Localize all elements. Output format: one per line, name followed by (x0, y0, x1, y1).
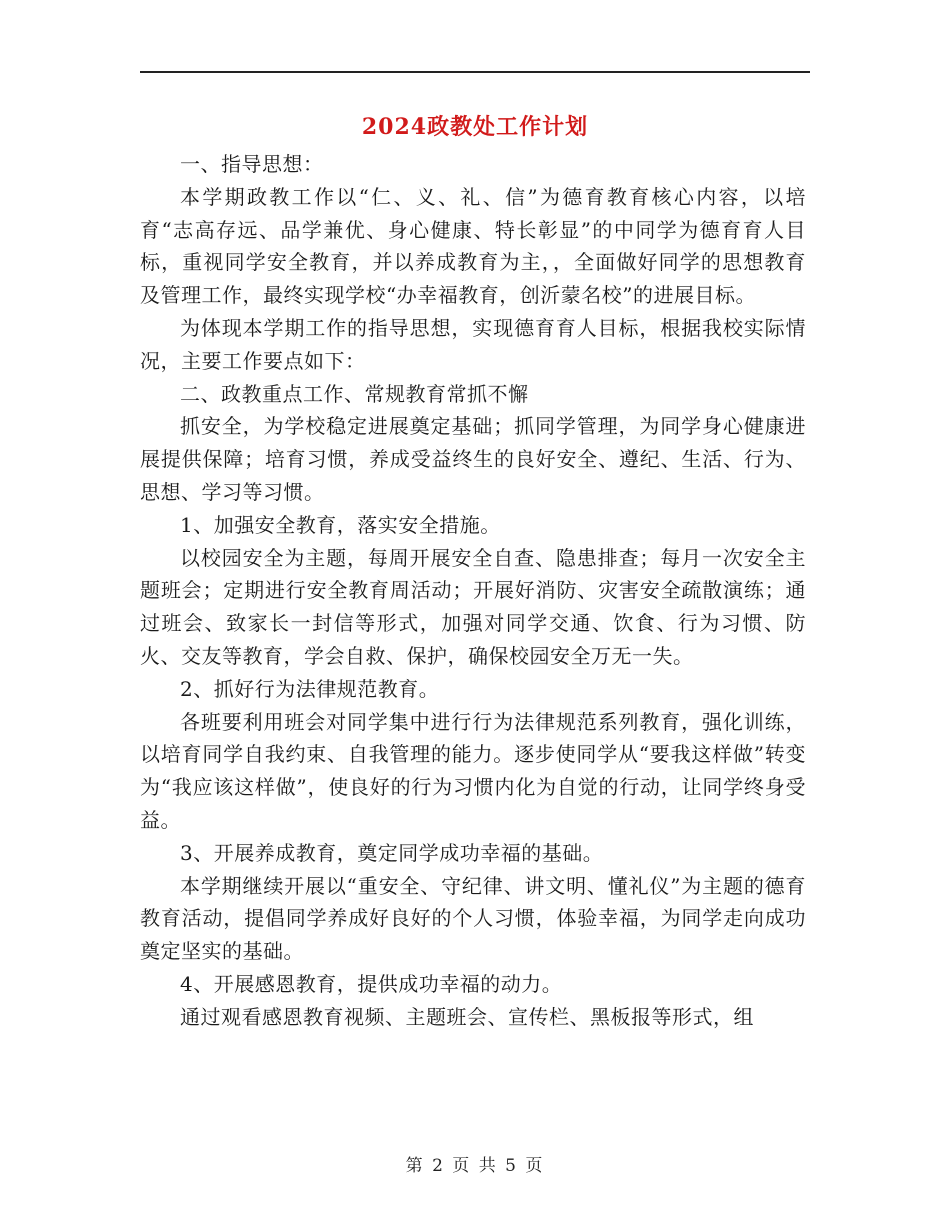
paragraph: 本学期政教工作以“仁、义、礼、信”为德育教育核心内容，以培育“志高存远、品学兼优、身心健康、特长彰显”的中同学为德育育人目标，重视同学安全教育，并以养成教育为主，，全面做好同学的思想教育及管理工作，最终实现学校“办幸福教育，创沂蒙名校”的进展目标。 (140, 184, 806, 308)
paragraph: 各班要利用班会对同学集中进行行为法律规范系列教育，强化训练，以培育同学自我约束、自我管理的能力。逐步使同学从“要我这样做”转变为“我应该这样做”，使良好的行为习惯内化为自觉的行动，让同学终身受益。 (140, 709, 806, 832)
document-body (140, 148, 806, 1034)
section-heading: 二、政教重点工作、常规教育常抓不懈 (180, 381, 529, 406)
paragraph: 抓安全，为学校稳定进展奠定基础；抓同学管理，为同学身心健康进展提供保障；培育习惯，养成受益终生的良好安全、遵纪、生活、行为、思想、学习等习惯。 (140, 414, 806, 504)
subsection-heading: 3、开展养成教育，奠定同学成功幸福的基础。 (180, 840, 604, 865)
section-heading: 一、指导思想： (180, 152, 324, 176)
paragraph: 本学期继续开展以“重安全、守纪律、讲文明、懂礼仪”为主题的德育教育活动，提倡同学养成好良好的个人习惯，体验幸福，为同学走向成功奠定坚实的基础。 (140, 873, 806, 964)
subsection-heading: 4、开展感恩教育，提供成功幸福的动力。 (180, 971, 563, 996)
document-title: 2024政教处工作计划 (361, 114, 589, 140)
paragraph: 以校园安全为主题，每周开展安全自查、隐患排查；每月一次安全主题班会；定期进行安全教育周活动；开展好消防、灾害安全疏散演练；通过班会、致家长一封信等形式，加强对同学交通、饮食、行为习惯、防火、交友等教育，学会自救、保护，确保校园安全万无一失。 (140, 545, 806, 668)
paragraph: 为体现本学期工作的指导思想，实现德育育人目标，根据我校实际情况，主要工作要点如下： (140, 315, 806, 373)
subsection-heading: 1、加强安全教育，落实安全措施。 (180, 512, 501, 537)
paragraph: 通过观看感恩教育视频、主题班会、宣传栏、黑板报等形式，组 (180, 1004, 754, 1029)
subsection-heading: 2、抓好行为法律规范教育。 (180, 676, 440, 701)
page-number-footer: 第 2 页 共 5 页 (405, 1156, 545, 1176)
header-rule (140, 71, 810, 73)
